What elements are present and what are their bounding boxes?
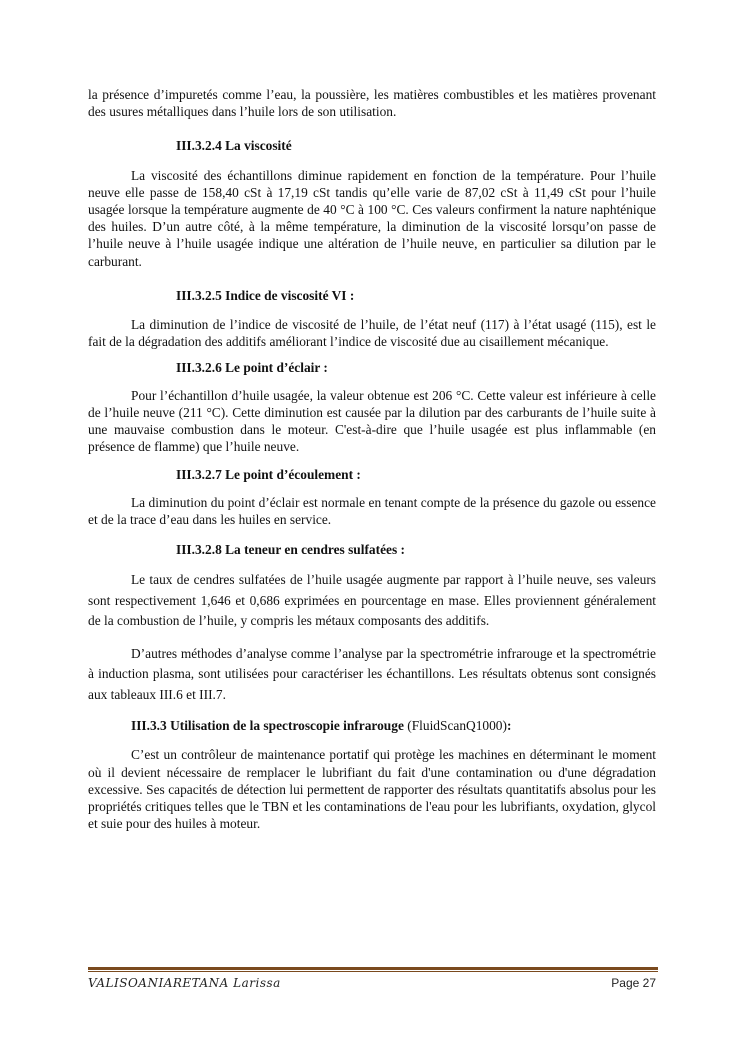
page-body <box>88 86 656 832</box>
heading-viscosite: III.3.2.4 La viscosité <box>176 138 292 154</box>
footer-page-number: Page 27 <box>611 976 656 990</box>
footer-rule-thin <box>88 971 658 972</box>
paragraph-spectroscopie: C’est un contrôleur de maintenance portatif qui protège les machines en déterminant le moment où il devient nécessaire de remplacer le lubrifiant du fait d'une contamination ou d'une dégradation excessive. Ses capacités de détection lui permettent de rapporter des résultats quantitatifs absolus pour les propriétés critiques telles que le TBN et les contaminations de l'eau pour les lubrifiants, oxydation, glycol et suie pour des huiles à moteur. <box>88 747 656 832</box>
heading-spectroscopie-colon: : <box>506 718 512 734</box>
paragraph-cendres-sulfatees: Le taux de cendres sulfatées de l’huile usagée augmente par rapport à l’huile neuve, ses valeurs sont respectivement 1,646 et 0,686 exprimées en pourcentage en mase. Elles proviennent généralement de la combustion de l’huile, y compris les métaux composants des additifs. <box>88 572 656 629</box>
footer-author: VALISOANIARETANA Larissa <box>88 976 281 990</box>
heading-indice-viscosite: III.3.2.5 Indice de viscosité VI : <box>176 287 355 303</box>
heading-point-eclair: III.3.2.6 Le point d’éclair : <box>176 360 328 376</box>
footer-rule <box>88 967 658 970</box>
paragraph-viscosite: La viscosité des échantillons diminue rapidement en fonction de la température. Pour l’huile neuve elle passe de 158,40 cSt à 17,19 cSt tandis qu’elle varie de 87,02 cSt à 11,49 cSt pour l’huile usagée lorsque la température augmente de 40 °C à 100 °C. Ces valeurs confirment la nature naphténique des huiles. D’un autre côté, à la même température, la diminution de la viscosité lorsqu’on passe de l’huile neuve à l’huile usagée indique une altération de l’huile neuve, en particulier sa dilution par le carburant. <box>88 167 656 269</box>
paragraph-autres-methodes: D’autres méthodes d’analyse comme l’analyse par la spectrométrie infrarouge et la spectrométrie à induction plasma, sont utilisées pour caractériser les échantillons. Les résultats obtenus sont consignés aux tableaux III.6 et III.7. <box>88 645 656 702</box>
paragraph-intro: la présence d’impuretés comme l’eau, la poussière, les matières combustibles et les matières provenant des usures métalliques dans l’huile lors de son utilisation. <box>88 87 656 120</box>
paragraph-indice-viscosite: La diminution de l’indice de viscosité de l’huile, de l’état neuf (117) à l’état usagé (115), est le fait de la dégradation des additifs améliorant l’indice de viscosité due au cisaillement mécanique. <box>88 317 656 350</box>
heading-spectroscopie-title: III.3.3 Utilisation de la spectroscopie infrarouge <box>131 718 404 734</box>
paragraph-point-eclair: Pour l’échantillon d’huile usagée, la valeur obtenue est 206 °C. Cette valeur est inférieure à celle de l’huile neuve (211 °C). Cette diminution est causée par la dilution par des carburants de l’huile suite à une mauvaise combustion dans le moteur. C'est-à-dire que l’huile usagée est plus inflammable (en présence de flamme) que l’huile neuve. <box>88 387 656 455</box>
heading-spectroscopie-device: (FluidScanQ1000) <box>403 718 507 734</box>
heading-cendres-sulfatees: III.3.2.8 La teneur en cendres sulfatées : <box>176 542 405 558</box>
paragraph-point-ecoulement: La diminution du point d’éclair est normale en tenant compte de la présence du gazole ou essence et de la trace d’eau dans les huiles en service. <box>88 494 656 527</box>
heading-point-ecoulement: III.3.2.7 Le point d’écoulement : <box>176 467 361 483</box>
heading-spectroscopie <box>88 717 656 734</box>
